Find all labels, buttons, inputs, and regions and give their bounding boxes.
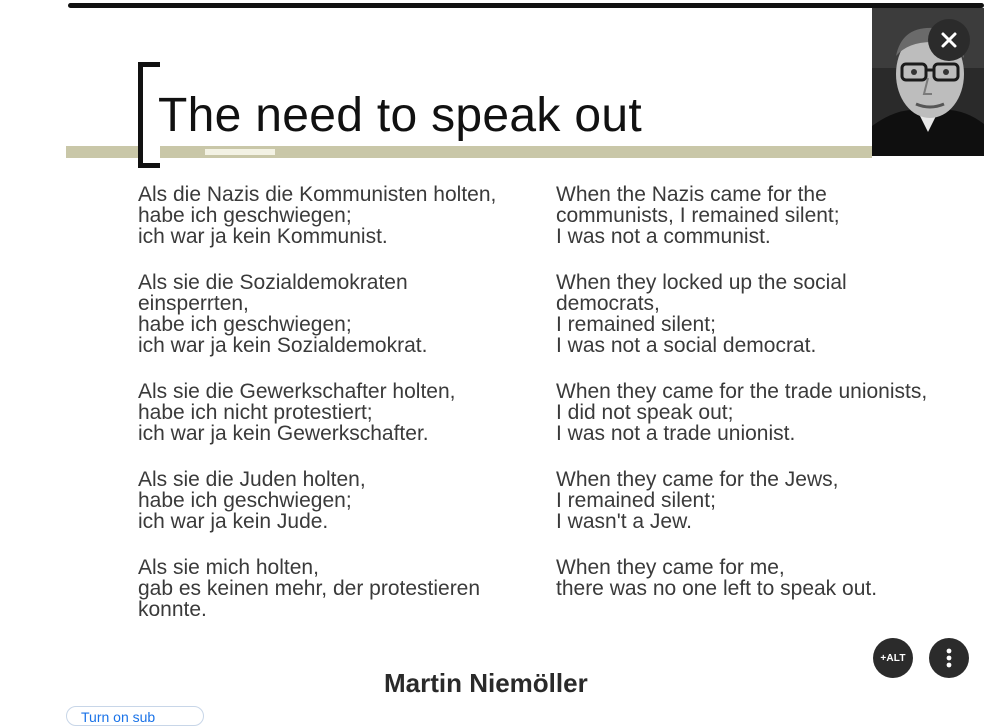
close-button[interactable] (928, 19, 970, 61)
german-stanza-5 (138, 557, 543, 620)
english-line: I remained silent; (556, 489, 716, 512)
partial-chip-label: Turn on sub (81, 709, 156, 725)
german-line: habe ich geschwiegen; (138, 204, 352, 227)
english-stanza-1 (556, 184, 976, 247)
partial-chip-button[interactable] (66, 706, 204, 726)
english-stanza-5 (556, 557, 976, 599)
german-stanza-1 (138, 184, 543, 247)
more-vertical-icon (946, 648, 952, 668)
german-line: Als sie die Sozialdemokraten (138, 271, 408, 294)
english-line: I was not a social democrat. (556, 334, 817, 357)
german-line: Als sie mich holten, (138, 556, 319, 579)
title-band-highlight (205, 149, 275, 155)
german-line: habe ich geschwiegen; (138, 489, 352, 512)
english-line: there was no one left to speak out. (556, 577, 878, 600)
german-line: gab es keinen mehr, der protestieren (138, 577, 481, 600)
german-stanza-4 (138, 469, 543, 532)
author-name: Martin Niemöller (384, 668, 588, 698)
german-line: ich war ja kein Kommunist. (138, 225, 388, 248)
english-line: When they came for the trade unionists, (556, 380, 928, 403)
slide-title: The need to speak out (158, 89, 642, 142)
german-line: Als die Nazis die Kommunisten holten, (138, 183, 497, 206)
title-band-left (66, 146, 138, 158)
english-line: I was not a trade unionist. (556, 422, 796, 445)
english-line: When they came for the Jews, (556, 468, 839, 491)
english-stanza-2 (556, 272, 976, 356)
english-line: I did not speak out; (556, 401, 734, 424)
english-stanza-4 (556, 469, 976, 532)
english-line: When they locked up the social (556, 271, 847, 294)
title-bracket (138, 62, 160, 168)
german-line: Als sie die Juden holten, (138, 468, 366, 491)
german-line: habe ich geschwiegen; (138, 313, 352, 336)
german-line: einsperrten, (138, 292, 249, 315)
german-line: ich war ja kein Jude. (138, 510, 329, 533)
german-line: Als sie die Gewerkschafter holten, (138, 380, 456, 403)
english-line: When the Nazis came for the (556, 183, 827, 206)
english-line: communists, I remained silent; (556, 204, 840, 227)
alt-text-button[interactable]: +ALT (873, 638, 913, 678)
english-line: When they came for me, (556, 556, 785, 579)
german-column (138, 184, 543, 645)
german-line: konnte. (138, 598, 207, 621)
english-column (556, 184, 976, 624)
close-icon (940, 31, 958, 49)
german-line: ich war ja kein Sozialdemokrat. (138, 334, 428, 357)
german-stanza-3 (138, 381, 543, 444)
more-options-button[interactable] (929, 638, 969, 678)
english-line: I wasn't a Jew. (556, 510, 692, 533)
english-line: I remained silent; (556, 313, 716, 336)
english-line: I was not a communist. (556, 225, 771, 248)
german-stanza-2 (138, 272, 543, 356)
english-stanza-3 (556, 381, 976, 444)
german-line: habe ich nicht protestiert; (138, 401, 373, 424)
english-line: democrats, (556, 292, 660, 315)
german-line: ich war ja kein Gewerkschafter. (138, 422, 429, 445)
